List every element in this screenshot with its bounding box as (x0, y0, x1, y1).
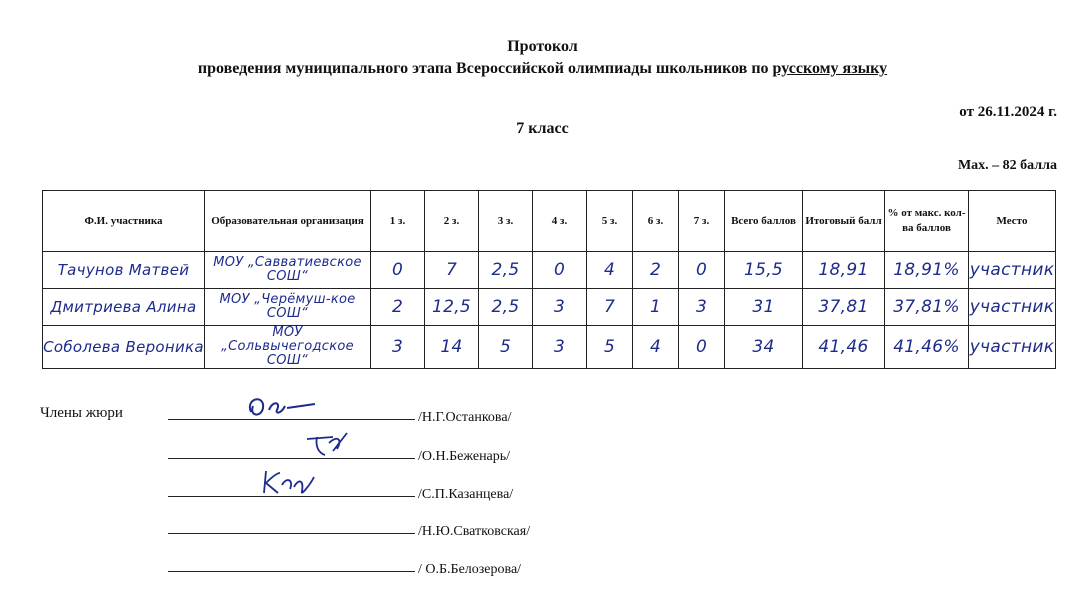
col-header: Образовательная организация (205, 191, 371, 252)
signature-line (168, 496, 415, 497)
score-value: 3 (391, 337, 404, 357)
grade-label: 7 класс (516, 120, 569, 137)
score-cell (587, 326, 633, 369)
score-cell (633, 289, 679, 326)
final-value: 41,46 (818, 337, 869, 357)
col-header: % от макс. кол-ва баллов (885, 191, 969, 252)
col-header: 2 з. (425, 191, 479, 252)
score-cell (371, 252, 425, 289)
col-header: 6 з. (633, 191, 679, 252)
jury-member-name: /О.Н.Беженарь/ (418, 449, 511, 464)
score-value: 1 (649, 297, 662, 317)
jury-member-row (168, 548, 588, 578)
score-cell (679, 252, 725, 289)
table-row (43, 289, 1056, 326)
score-cell (587, 252, 633, 289)
score-value: 2,5 (491, 297, 520, 317)
percent-value: 18,91% (893, 260, 960, 280)
signature-line (168, 458, 415, 459)
signature-line (168, 571, 415, 572)
organization-text: МОУ „Савватиевское СОШ“ (213, 255, 362, 284)
total-cell (725, 326, 803, 369)
jury-member-name: /Н.Ю.Сватковская/ (418, 524, 531, 539)
final-cell (803, 326, 885, 369)
participant-name (43, 326, 205, 369)
score-value: 2 (391, 297, 404, 317)
col-header: 4 з. (533, 191, 587, 252)
signature-line (168, 533, 415, 534)
score-value: 4 (603, 260, 616, 280)
organization (205, 289, 371, 326)
subject-name: русскому языку (772, 60, 888, 77)
score-cell (587, 289, 633, 326)
col-header: Ф.И. участника (43, 191, 205, 252)
score-cell (479, 289, 533, 326)
participant-name-text: Тачунов Матвей (57, 260, 190, 279)
percent-cell (885, 252, 969, 289)
score-cell (633, 326, 679, 369)
protocol-date: от 26.11.2024 г. (959, 104, 1057, 120)
participant-name (43, 252, 205, 289)
score-value: 12,5 (431, 297, 472, 317)
score-cell (679, 326, 725, 369)
total-value: 15,5 (743, 260, 784, 280)
signature-line (168, 419, 415, 420)
score-value: 0 (695, 337, 708, 357)
col-header: 1 з. (371, 191, 425, 252)
place-cell (969, 252, 1056, 289)
score-value: 3 (553, 297, 566, 317)
score-cell (533, 252, 587, 289)
jury-member-name: /С.П.Казанцева/ (418, 487, 514, 502)
jury-member-row (168, 473, 588, 503)
signature-mark (258, 467, 318, 497)
total-cell (725, 252, 803, 289)
place-value: участник (969, 260, 1055, 280)
participant-name (43, 289, 205, 326)
participant-name-text: Дмитриева Алина (50, 297, 197, 316)
jury-member-row (168, 396, 588, 426)
score-cell (479, 326, 533, 369)
score-value: 2,5 (491, 260, 520, 280)
score-cell (425, 289, 479, 326)
score-value: 5 (499, 337, 512, 357)
score-value: 14 (440, 337, 463, 357)
score-value: 3 (553, 337, 566, 357)
organization (205, 252, 371, 289)
final-cell (803, 289, 885, 326)
place-value: участник (969, 297, 1055, 317)
percent-cell (885, 326, 969, 369)
final-value: 18,91 (818, 260, 869, 280)
score-value: 5 (603, 337, 616, 357)
total-value: 34 (752, 337, 775, 357)
score-value: 4 (649, 337, 662, 357)
final-value: 37,81 (818, 297, 869, 317)
percent-value: 37,81% (893, 297, 960, 317)
jury-member-name: / О.Б.Белозерова/ (418, 562, 522, 577)
signature-mark (303, 429, 353, 459)
table-header-row (43, 191, 1056, 252)
final-cell (803, 252, 885, 289)
col-header: 5 з. (587, 191, 633, 252)
score-cell (371, 289, 425, 326)
score-cell (533, 289, 587, 326)
table-row (43, 252, 1056, 289)
col-header: Итоговый балл (803, 191, 885, 252)
col-header: 3 з. (479, 191, 533, 252)
max-score: Max. – 82 балла (957, 158, 1057, 173)
total-value: 31 (752, 297, 775, 317)
protocol-subtitle (0, 60, 1085, 78)
jury-label: Члены жюри (40, 405, 123, 421)
subtitle-main: проведения муниципального этапа Всероссийской олимпиады школьников по (197, 60, 773, 77)
score-cell (425, 326, 479, 369)
score-cell (633, 252, 679, 289)
col-header: 7 з. (679, 191, 725, 252)
percent-cell (885, 289, 969, 326)
score-value: 0 (553, 260, 566, 280)
score-cell (425, 252, 479, 289)
organization-text: МОУ „Черёмуш-кое СОШ“ (219, 292, 356, 321)
place-cell (969, 326, 1056, 369)
jury-member-name: /Н.Г.Останкова/ (418, 410, 512, 425)
score-value: 3 (695, 297, 708, 317)
score-cell (479, 252, 533, 289)
score-value: 0 (695, 260, 708, 280)
jury-member-row (168, 435, 588, 465)
results-table (42, 190, 1056, 369)
percent-value: 41,46% (893, 337, 960, 357)
score-value: 0 (391, 260, 404, 280)
organization-text: МОУ „Сольвычегодское СОШ“ (221, 325, 354, 368)
total-cell (725, 289, 803, 326)
signature-mark (243, 392, 323, 420)
score-cell (371, 326, 425, 369)
score-value: 2 (649, 260, 662, 280)
score-cell (533, 326, 587, 369)
score-value: 7 (603, 297, 616, 317)
participant-name-text: Соболева Вероника (43, 337, 204, 356)
col-header: Всего баллов (725, 191, 803, 252)
table-row (43, 326, 1056, 369)
protocol-title: Протокол (507, 38, 578, 55)
col-header: Место (969, 191, 1056, 252)
jury-member-row (168, 510, 588, 540)
place-cell (969, 289, 1056, 326)
organization (205, 326, 371, 369)
place-value: участник (969, 337, 1055, 357)
score-cell (679, 289, 725, 326)
score-value: 7 (445, 260, 458, 280)
